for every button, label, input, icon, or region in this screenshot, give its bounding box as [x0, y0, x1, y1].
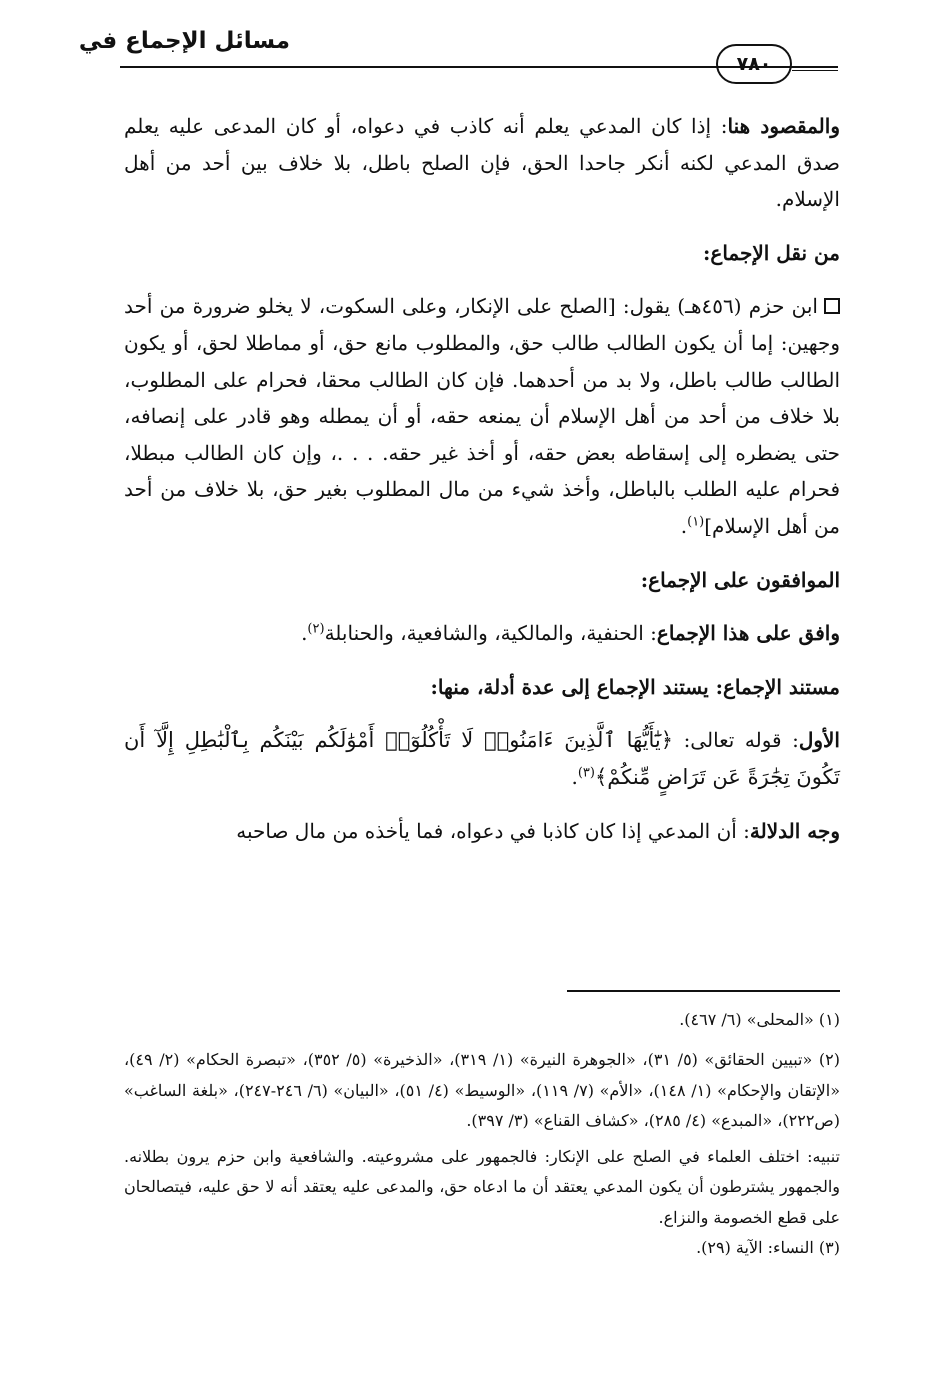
header-rule-short	[792, 70, 838, 71]
paragraph-agreeing	[124, 615, 840, 652]
quran-verse: ﴿يَٰٓأَيُّهَا ٱلَّذِينَ ءَامَنُوا۟ لَا تَأْكُلُوٓا۟ أَمْوَٰلَكُم بَيْنَكُم بِٱلْبَٰطِلِ إِلَّآ أَن تَكُونَ تِجَٰرَةً عَن تَرَاضٍ مِّنكُمْ﴾	[124, 728, 840, 789]
paragraph-indication	[124, 813, 840, 850]
term-agreeing: وافق على هذا الإجماع	[656, 621, 840, 646]
heading-basis: مستند الإجماع: يستند الإجماع إلى عدة أدلة، منها:	[430, 674, 840, 699]
term-indication: وجه الدلالة	[749, 818, 840, 843]
paragraph-first-evidence	[124, 722, 840, 795]
term-first: الأول	[798, 728, 840, 753]
agreeing-end: .	[301, 621, 308, 646]
first-text: : قوله تعالى:	[673, 728, 799, 753]
indication-text: : أن المدعي إذا كان كاذبا في دعواه، فما يأخذه من مال صاحبه	[236, 818, 750, 843]
running-header-title: مسائل الإجماع في	[78, 28, 290, 54]
first-end: .	[571, 764, 578, 789]
paragraph-intent	[124, 108, 840, 218]
square-bullet-icon	[824, 298, 840, 314]
page-number: ٧٨٠	[716, 44, 792, 84]
footnotes	[124, 1005, 840, 1263]
intent-text: : إذا كان المدعي يعلم أنه كاذب في دعواه، أو كان المدعى عليه يعلم صدق المدعي لكنه أنكر جاحدا الحق، فإن الصلح باطل، بلا خلاف بين أحد من أهل الإسلام.	[124, 114, 840, 212]
paragraph-ibn-hazm	[124, 288, 840, 544]
footnote-ref-3: (٣)	[577, 765, 595, 781]
heading-agreeing: الموافقون على الإجماع:	[640, 567, 840, 592]
footnote-note: تنبيه: اختلف العلماء في الصلح على الإنكار: فالجمهور على مشروعيته. والشافعية وابن حزم يرون بطلانه. والجمهور يشترطون أن يكون المدعي يعتقد أن ما ادعاه حق، والمدعى عليه يعتقد أنه لا حق عليه، فيتصالحان على قطع الخصومة والنزاع.	[124, 1147, 841, 1227]
footnote-separator	[567, 990, 840, 992]
main-text	[124, 108, 840, 849]
ibn-hazm-quote: ابن حزم (٤٥٦هـ) يقول: [الصلح على الإنكار، وعلى السكوت، لا يخلو ضرورة من أحد وجهين: إما أن يكون الطالب طالب حق، والمطلوب مانع حق، أو مماطلا لحق، أو يكون الطالب طالب باطل، ولا بد من أحدهما. فإن كان الطالب محقا، فحرام على المطلوب، بلا خلاف من أحد من أهل الإسلام أن يمنعه حقه، أو أن يمطله وهو قادر على إنصافه، حتى يضطره إلى إسقاطه بعض حقه، أو أخذ غير حقه. . . .، وإن كان الطالب مبطلا، فحرام عليه الطلب بالباطل، وأخذ شيء من مال المطلوب بغير حق، بلا خلاف من أحد من أهل الإسلام]	[124, 294, 840, 538]
footnote-ref-1: (١)	[687, 514, 705, 530]
ibn-hazm-end: .	[680, 513, 688, 538]
footnote-3: (٣) النساء: الآية (٢٩).	[696, 1238, 840, 1258]
footnote-ref-2: (٢)	[307, 621, 325, 637]
heading-transmission: من نقل الإجماع:	[703, 240, 840, 265]
footnote-2: (٢) «تبيين الحقائق» (٥/ ٣١)، «الجوهرة النيرة» (١/ ٣١٩)، «الذخيرة» (٥/ ٣٥٢)، «تبصرة الحكام» (٢/ ٤٩)، «الإتقان والإحكام» (١/ ١٤٨)، «الأم» (٧/ ١١٩)، «الوسيط» (٤/ ٥١)، «البيان» (٦/ ٢٤٦-٢٤٧)، «بلغة الساغب» (ص٢٢٢)، «المبدع» (٤/ ٢٨٥)، «كشاف القناع» (٣/ ٣٩٧).	[124, 1050, 840, 1130]
footnote-1: (١) «المحلى» (٦/ ٤٦٧).	[679, 1010, 840, 1029]
term-intent: والمقصود هنا	[727, 114, 840, 138]
agreeing-text: : الحنفية، والمالكية، والشافعية، والحنابلة	[324, 621, 657, 646]
